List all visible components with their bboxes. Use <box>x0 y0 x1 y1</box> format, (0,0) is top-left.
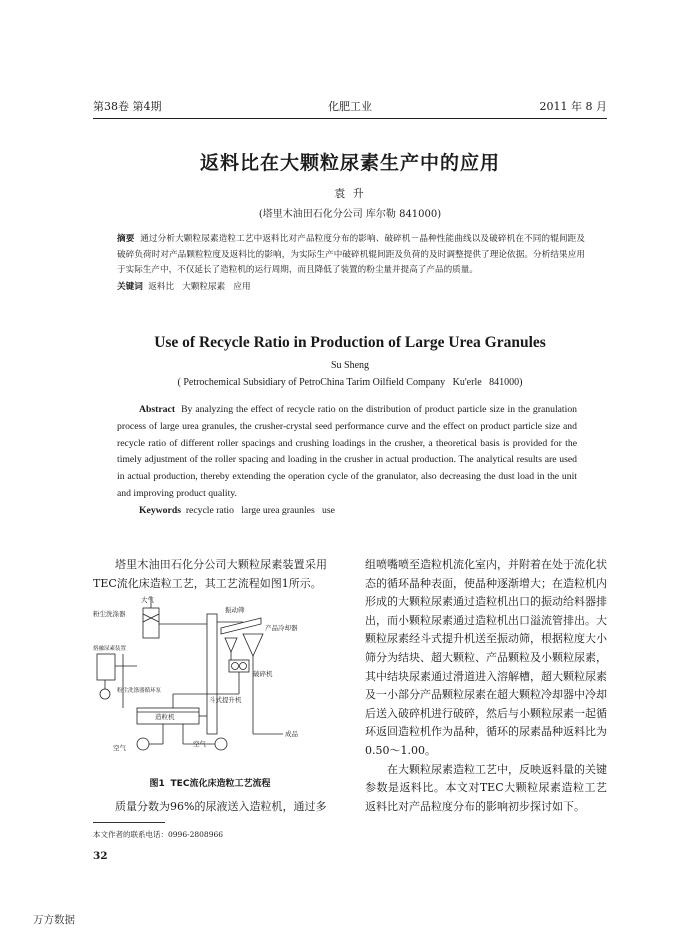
figure-caption-text: TEC流化床造粒工艺流程 <box>170 779 271 789</box>
title-cn: 返料比在大颗粒尿素生产中的应用 <box>199 152 500 174</box>
abstract-en-label: Abstract <box>139 404 176 415</box>
label-air-left: 空气 <box>113 744 126 752</box>
watermark: 万方数据 <box>33 914 75 926</box>
abstract-cn-text: 通过分析大颗粒尿素造粒工艺中返料比对产品粒度分布的影响、破碎机－晶种性能曲线以及破碎机在不同的辊间距及破碎负荷时对产品颗粒粒度及返料比的影响，为实际生产中破碎机辊间距及负荷的及时调整提供了理论依据。分析结果应用于实际生产中，不仅延长了造粒机的运行周期，而且降低了装置的粉尘量并提高了产品的质量。 <box>117 234 585 276</box>
label-air-top: 大气 <box>141 596 154 604</box>
process-flow-figure <box>93 594 333 764</box>
abstract-cn-label: 摘要 <box>117 234 135 244</box>
keywords-en-label: Keywords <box>139 504 181 516</box>
author-en: Su Sheng <box>330 360 370 371</box>
figure-caption <box>93 776 327 789</box>
label-crusher: 破碎机 <box>253 670 273 678</box>
body-right-para2: 在大颗粒尿素造粒工艺中，反映返料量的关键参数是返料比。本文对TEC大颗粒尿素造粒工艺返料比对产品粒度分布的影响初步探讨如下。 <box>365 762 607 813</box>
header-journal: 化肥工业 <box>328 100 372 113</box>
body-right <box>365 556 607 816</box>
keywords-cn-label: 关键词 <box>117 281 143 292</box>
abstract-en <box>117 402 577 520</box>
header-rule <box>93 118 607 119</box>
footnote-rule <box>93 822 165 823</box>
dust-scrubber-shape <box>143 608 159 638</box>
label-product: 成品 <box>285 730 298 738</box>
crusher-shape <box>229 660 249 672</box>
keywords-cn: 返料比 大颗粒尿素 应用 <box>148 281 251 292</box>
page-number: 32 <box>93 850 108 862</box>
label-product-cooler: 产品冷却器 <box>265 624 298 632</box>
keywords-en: recycle ratio large urea graunles use <box>185 504 335 516</box>
author-cn: 袁 升 <box>334 187 366 200</box>
affiliation-cn: (塔里木油田石化分公司 库尔勒 841000) <box>258 209 442 220</box>
figure-caption-num: 图1 <box>149 779 165 789</box>
abstract-en-text: By analyzing the effect of recycle ratio on the distribution of product particle size in the granulation process of large urea granules, the crusher-crystal seed performance curve and the effect on product particle size and recycle ratio of different roller spacings and crushing loadings in the crusher, a theoretical basis is provided for the timely adjustment of the roller spacing and loading in the crusher in actual production. The analytical results are used in actual production, thereby extending the operation cycle of the granulator, also decreasing the dust load in the unit and improving product quality. <box>117 404 578 499</box>
label-vibrating-screen: 振动筛 <box>225 606 245 614</box>
abstract-cn <box>117 232 585 295</box>
fan-left-shape <box>137 738 149 750</box>
footnote: 本文作者的联系电话：0996-2808966 <box>93 830 224 839</box>
label-dust-tower: 粉尘洗涤器循环泵 <box>117 688 162 694</box>
label-air-mid: 空气 <box>193 740 206 748</box>
header-volume: 第38卷 第4期 <box>93 100 162 113</box>
body-left-para2: 质量分数为96%的尿液送入造粒机，通过多 <box>115 800 327 813</box>
label-dissolving-tank: 熔融尿素装置 <box>93 646 127 652</box>
title-en: Use of Recycle Ratio in Production of Large Urea Granules <box>154 334 546 351</box>
label-granulator: 造粒机 <box>155 713 175 721</box>
fan-mid-shape <box>215 738 227 750</box>
affiliation-en: ( Petrochemical Subsidiary of PetroChina Tarim Oilfield Company Ku'erle 841000) <box>177 377 523 388</box>
process-flow-diagram <box>93 594 333 764</box>
body-right-para1: 组喷嘴喷至造粒机流化室内，并附着在处于流化状态的循环晶种表面，使晶种逐渐增大；在造粒机内形成的大颗粒尿素通过造粒机出口的振动给料器排出，而小颗粒尿素通过造粒机出口溢流管排出。大颗粒尿素经斗式提升机送至振动筛，根据粒度大小筛分为结块、超大颗粒、产品颗粒及小颗粒尿素，其中结块尿素通过滑道进入溶解槽，超大颗粒尿素及一小部分产品颗粒尿素在超大颗粒冷却器中冷却后送入破碎机进行破碎，然后与小颗粒尿素一起循环返回造粒机作为晶种，循环的尿素晶种返料比为0.50～1.00。 <box>365 558 607 757</box>
label-bucket-elevator: 斗式提升机 <box>209 696 242 704</box>
header-date: 2011 年 8 月 <box>539 100 607 113</box>
label-dust-scrubber: 粉尘洗涤器 <box>93 610 126 618</box>
body-left-para1: 塔里木油田石化分公司大颗粒尿素装置采用TEC流化床造粒工艺，其工艺流程如图1所示。 <box>93 558 327 590</box>
